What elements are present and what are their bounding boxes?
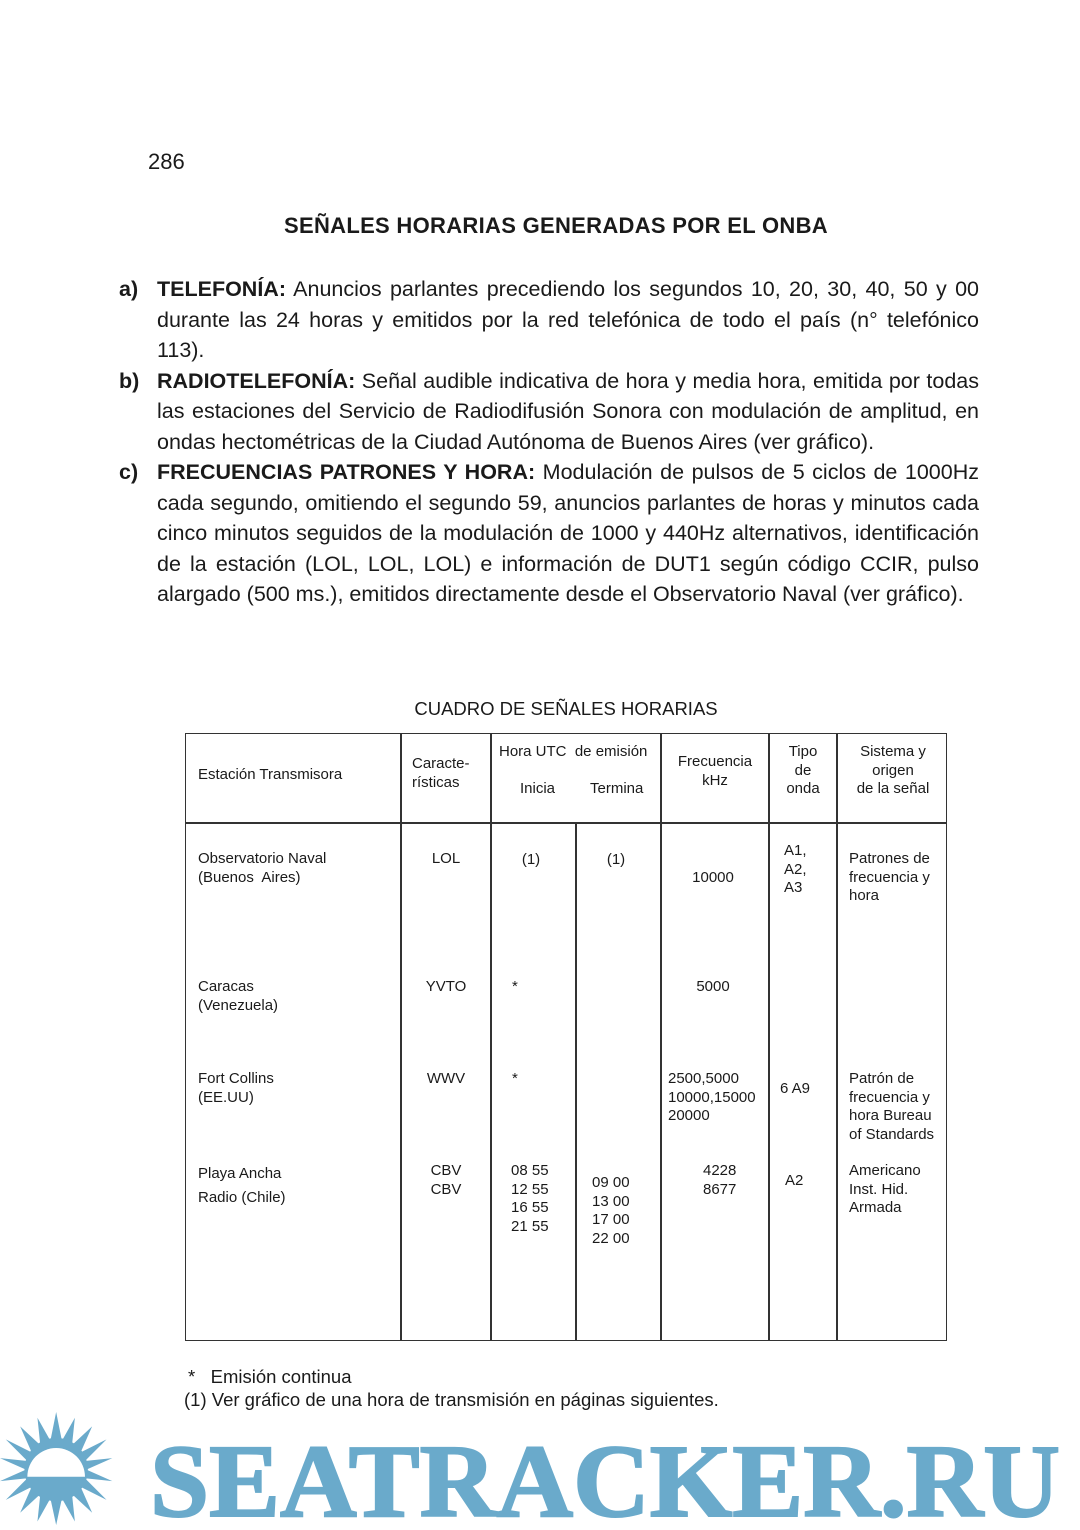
header-characteristics: Caracte- rísticas — [412, 755, 470, 791]
time-signals-table — [185, 733, 947, 1341]
column-divider — [575, 822, 577, 1340]
header-utc: Hora UTC de emisión — [499, 743, 648, 760]
column-divider — [660, 734, 662, 1340]
column-divider — [400, 734, 402, 1340]
cell-frequency: 2500,5000 10000,15000 20000 — [668, 1070, 756, 1124]
header-station: Estación Transmisora — [198, 766, 343, 783]
cell-wave: 6 A9 — [780, 1080, 811, 1097]
watermark-text: SEATRACKER.RU — [150, 1424, 1060, 1525]
column-divider — [490, 734, 492, 1340]
cell-end: (1) — [606, 851, 626, 868]
sun-logo-icon — [0, 1412, 1080, 1525]
item-heading: RADIOTELEFONÍA: — [157, 368, 356, 393]
item-label: b) — [119, 368, 140, 393]
list-item-frecuencias — [119, 457, 979, 610]
cell-system: Patrón de frecuencia y hora Bureau of Standards — [849, 1070, 935, 1143]
cell-system: Patrones de frecuencia y hora — [849, 850, 930, 904]
cell-characteristics: LOL — [431, 850, 461, 867]
table-caption: CUADRO DE SEÑALES HORARIAS — [414, 698, 718, 719]
page-number: 286 — [148, 149, 185, 174]
item-text: Modulación de pulsos de 5 ciclos de 1000Hz cada segundo, omitiendo el segundo 59, anuncios parlantes de horas y minutos cada cinco minutos seguidos de la modulación de 1000 y 440Hz alternativos, identificación de la estación (LOL, LOL, LOL) e información de DUT1 según código CCIR, pulso alargado (500 ms.), emitidos directamente desde el Observatorio Naval (ver gráfico). — [157, 460, 980, 606]
cell-characteristics: CBV CBV — [430, 1162, 462, 1198]
cell-start: (1) — [521, 851, 541, 868]
header-system: Sistema y origen de la señal — [856, 743, 930, 797]
header-divider — [186, 822, 946, 824]
cell-station: Fort Collins (EE.UU) — [198, 1070, 274, 1106]
item-heading: FRECUENCIAS PATRONES Y HORA: — [157, 460, 536, 484]
cell-frequency: 4228 8677 — [703, 1162, 737, 1198]
list-item-radiotelefonia — [119, 366, 979, 458]
cell-start: 08 55 12 55 16 55 21 55 — [511, 1162, 549, 1235]
cell-station: Playa Ancha Radio (Chile) — [198, 1165, 286, 1206]
note-graphic: (1) Ver gráfico de una hora de transmisión en páginas siguientes. — [184, 1389, 719, 1410]
item-text: Señal audible indicativa de hora y media hora, emitida por todas las estaciones del Servicio de Radiodifusión Sonora con modulación de amplitud, en ondas hectométricas de la Ciudad Autónoma de Buenos Aires (ver gráfico). — [157, 368, 979, 454]
column-divider — [836, 734, 838, 1340]
header-end: Termina — [590, 780, 644, 797]
header-wave: Tipo de onda — [786, 743, 820, 797]
cell-characteristics: WWV — [426, 1070, 466, 1087]
cell-characteristics: YVTO — [425, 978, 467, 995]
cell-start: * — [512, 978, 518, 995]
watermark-logo — [0, 1412, 1080, 1530]
item-label: a) — [119, 277, 139, 301]
header-start: Inicia — [520, 780, 556, 797]
cell-wave: A1, A2, A3 — [784, 842, 807, 896]
list-item-telefonia — [119, 274, 979, 366]
cell-station: Observatorio Naval (Buenos Aires) — [198, 850, 327, 886]
page-title: SEÑALES HORARIAS GENERADAS POR EL ONBA — [284, 213, 828, 238]
cell-station: Caracas (Venezuela) — [198, 978, 279, 1014]
item-text: Anuncios parlantes precediendo los segundos 10, 20, 30, 40, 50 y 00 durante las 24 horas y emitidos por la red telefónica de todo el país (n° telefónico 113). — [157, 277, 979, 362]
cell-wave: A2 — [785, 1172, 804, 1189]
cell-frequency: 10000 — [692, 869, 734, 886]
header-frequency: Frecuencia kHz — [677, 753, 753, 789]
item-heading: TELEFONÍA: — [157, 277, 286, 301]
item-list — [119, 274, 979, 610]
item-label: c) — [119, 460, 139, 484]
column-divider — [768, 734, 770, 1340]
cell-frequency: 5000 — [696, 978, 730, 995]
note-continuous: * Emisión continua — [188, 1366, 352, 1387]
cell-system: Americano Inst. Hid. Armada — [849, 1162, 921, 1216]
cell-start: * — [512, 1070, 518, 1087]
cell-end: 09 00 13 00 17 00 22 00 — [592, 1174, 630, 1247]
